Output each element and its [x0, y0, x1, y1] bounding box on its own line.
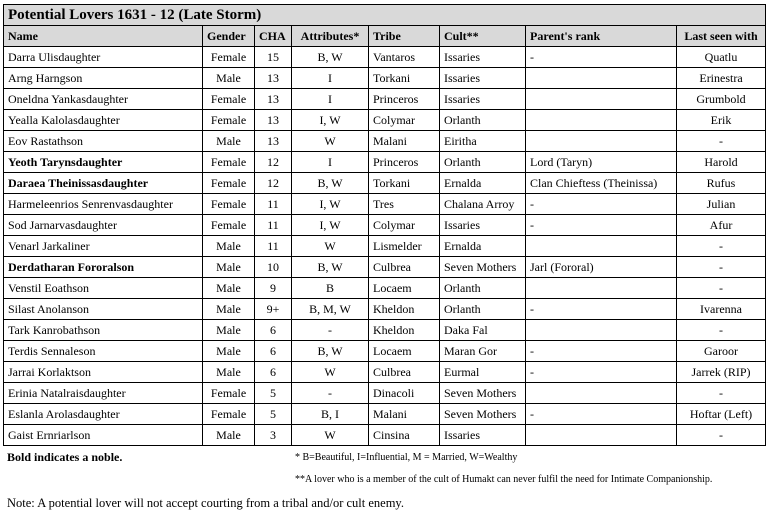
cell-name: Terdis Sennaleson [4, 341, 203, 362]
cell-cult: Seven Mothers [440, 404, 526, 425]
cell-attributes: B, M, W [292, 299, 369, 320]
cell-gender: Female [203, 89, 255, 110]
cell-tribe: Malani [369, 131, 440, 152]
cell-cult: Issaries [440, 425, 526, 446]
cell-last-seen: - [677, 278, 766, 299]
table-row [4, 278, 766, 299]
cell-cha: 5 [255, 383, 292, 404]
noble-legend: Bold indicates a noble. [7, 450, 123, 464]
cell-last-seen: Quatlu [677, 47, 766, 68]
cell-tribe: Malani [369, 404, 440, 425]
cell-gender: Male [203, 320, 255, 341]
col-header-tribe: Tribe [369, 26, 440, 47]
cell-name: Yealla Kalolasdaughter [4, 110, 203, 131]
table-row [4, 194, 766, 215]
cell-cult: Issaries [440, 47, 526, 68]
cell-parent-rank: - [526, 299, 677, 320]
col-header-last-seen: Last seen with [677, 26, 766, 47]
cell-tribe: Culbrea [369, 257, 440, 278]
cell-last-seen: - [677, 131, 766, 152]
cell-name: Derdatharan Fororalson [4, 257, 203, 278]
col-header-parent-rank: Parent's rank [526, 26, 677, 47]
cell-last-seen: Harold [677, 152, 766, 173]
cell-last-seen: Rufus [677, 173, 766, 194]
cell-tribe: Kheldon [369, 299, 440, 320]
col-header-cha: CHA [255, 26, 292, 47]
cell-cha: 10 [255, 257, 292, 278]
cell-name: Daraea Theinissasdaughter [4, 173, 203, 194]
table-title: Potential Lovers 1631 - 12 (Late Storm) [4, 5, 766, 26]
cell-tribe: Vantaros [369, 47, 440, 68]
cell-attributes: I [292, 89, 369, 110]
cell-cha: 11 [255, 215, 292, 236]
cell-tribe: Princeros [369, 89, 440, 110]
table-row [4, 383, 766, 404]
cell-cha: 13 [255, 89, 292, 110]
cell-name: Venstil Eoathson [4, 278, 203, 299]
cell-gender: Female [203, 110, 255, 131]
cell-attributes: W [292, 236, 369, 257]
cell-gender: Female [203, 404, 255, 425]
cell-gender: Female [203, 215, 255, 236]
cell-cha: 9+ [255, 299, 292, 320]
cell-tribe: Culbrea [369, 362, 440, 383]
cell-cha: 13 [255, 110, 292, 131]
cell-gender: Male [203, 425, 255, 446]
cell-name: Tark Kanrobathson [4, 320, 203, 341]
attributes-footnote: * B=Beautiful, I=Influential, M = Married, W=Wealthy [295, 452, 518, 463]
cell-parent-rank [526, 236, 677, 257]
cell-last-seen: Garoor [677, 341, 766, 362]
cell-cha: 11 [255, 236, 292, 257]
cell-name: Gaist Ernriarlson [4, 425, 203, 446]
cell-name: Erinia Natalraisdaughter [4, 383, 203, 404]
cell-parent-rank: - [526, 47, 677, 68]
cell-cult: Maran Gor [440, 341, 526, 362]
cell-last-seen: - [677, 257, 766, 278]
col-header-gender: Gender [203, 26, 255, 47]
cell-attributes: B, W [292, 257, 369, 278]
table-row [4, 173, 766, 194]
cell-attributes: I, W [292, 215, 369, 236]
cell-parent-rank [526, 110, 677, 131]
lovers-table [3, 4, 766, 446]
cell-last-seen: Ivarenna [677, 299, 766, 320]
cell-last-seen: Grumbold [677, 89, 766, 110]
cell-name: Yeoth Tarynsdaughter [4, 152, 203, 173]
title-row [4, 5, 766, 26]
cell-attributes: - [292, 383, 369, 404]
cell-tribe: Torkani [369, 173, 440, 194]
cell-attributes: W [292, 362, 369, 383]
table-row [4, 299, 766, 320]
cell-parent-rank: Lord (Taryn) [526, 152, 677, 173]
cell-cult: Seven Mothers [440, 383, 526, 404]
cell-attributes: B, W [292, 173, 369, 194]
cell-last-seen: - [677, 425, 766, 446]
table-row [4, 362, 766, 383]
cell-gender: Female [203, 173, 255, 194]
cell-last-seen: Julian [677, 194, 766, 215]
cell-gender: Male [203, 257, 255, 278]
cell-cult: Ernalda [440, 173, 526, 194]
cell-tribe: Lismelder [369, 236, 440, 257]
cell-cult: Issaries [440, 89, 526, 110]
cell-name: Harmeleenrios Senrenvasdaughter [4, 194, 203, 215]
cell-parent-rank [526, 89, 677, 110]
table-row [4, 320, 766, 341]
cell-cha: 12 [255, 173, 292, 194]
cell-cult: Issaries [440, 68, 526, 89]
cell-cult: Daka Fal [440, 320, 526, 341]
cell-name: Venarl Jarkaliner [4, 236, 203, 257]
table-row [4, 131, 766, 152]
cell-cha: 12 [255, 152, 292, 173]
cell-gender: Male [203, 236, 255, 257]
table-row [4, 110, 766, 131]
table-row [4, 236, 766, 257]
cell-last-seen: - [677, 320, 766, 341]
cell-name: Darra Ulisdaughter [4, 47, 203, 68]
cell-tribe: Locaem [369, 341, 440, 362]
cell-attributes: I, W [292, 110, 369, 131]
cell-cult: Orlanth [440, 110, 526, 131]
cell-gender: Female [203, 152, 255, 173]
cell-parent-rank: - [526, 341, 677, 362]
cell-parent-rank: Jarl (Fororal) [526, 257, 677, 278]
cell-gender: Female [203, 383, 255, 404]
cell-parent-rank: Clan Chieftess (Theinissa) [526, 173, 677, 194]
cell-name: Oneldna Yankasdaughter [4, 89, 203, 110]
cell-cult: Chalana Arroy [440, 194, 526, 215]
cell-tribe: Princeros [369, 152, 440, 173]
cell-cult: Orlanth [440, 152, 526, 173]
cell-gender: Male [203, 278, 255, 299]
table-row [4, 341, 766, 362]
cell-cult: Orlanth [440, 278, 526, 299]
cell-name: Jarrai Korlaktson [4, 362, 203, 383]
cell-gender: Male [203, 68, 255, 89]
cell-name: Arng Harngson [4, 68, 203, 89]
cell-cult: Eiritha [440, 131, 526, 152]
cell-last-seen: - [677, 383, 766, 404]
cell-tribe: Dinacoli [369, 383, 440, 404]
col-header-cult: Cult** [440, 26, 526, 47]
cell-last-seen: - [677, 236, 766, 257]
cell-last-seen: Jarrek (RIP) [677, 362, 766, 383]
cell-gender: Male [203, 299, 255, 320]
cell-gender: Female [203, 47, 255, 68]
cell-attributes: I [292, 152, 369, 173]
cell-tribe: Torkani [369, 68, 440, 89]
table-row [4, 89, 766, 110]
table-row [4, 215, 766, 236]
cell-cha: 6 [255, 341, 292, 362]
cell-cha: 13 [255, 68, 292, 89]
cell-attributes: W [292, 425, 369, 446]
cell-parent-rank [526, 425, 677, 446]
cell-parent-rank [526, 320, 677, 341]
cell-gender: Male [203, 341, 255, 362]
cell-last-seen: Hoftar (Left) [677, 404, 766, 425]
table-row [4, 152, 766, 173]
cell-last-seen: Erik [677, 110, 766, 131]
cell-parent-rank: - [526, 194, 677, 215]
cell-attributes: I, W [292, 194, 369, 215]
table-row [4, 425, 766, 446]
cell-parent-rank [526, 68, 677, 89]
cell-cha: 11 [255, 194, 292, 215]
cell-tribe: Colymar [369, 110, 440, 131]
cell-cha: 9 [255, 278, 292, 299]
cell-tribe: Cinsina [369, 425, 440, 446]
cell-parent-rank: - [526, 215, 677, 236]
cell-tribe: Tres [369, 194, 440, 215]
cell-tribe: Kheldon [369, 320, 440, 341]
courting-note: Note: A potential lover will not accept courting from a tribal and/or cult enemy. [7, 496, 404, 510]
cell-attributes: B, W [292, 47, 369, 68]
table-row [4, 47, 766, 68]
header-row [4, 26, 766, 47]
cell-cha: 3 [255, 425, 292, 446]
footer [3, 446, 765, 516]
table-row [4, 257, 766, 278]
cell-cha: 6 [255, 362, 292, 383]
cell-cult: Eurmal [440, 362, 526, 383]
table-row [4, 68, 766, 89]
cell-last-seen: Erinestra [677, 68, 766, 89]
table-body [4, 47, 766, 446]
cell-attributes: B, I [292, 404, 369, 425]
cell-cha: 13 [255, 131, 292, 152]
cell-gender: Male [203, 362, 255, 383]
cell-attributes: B, W [292, 341, 369, 362]
cell-name: Eslanla Arolasdaughter [4, 404, 203, 425]
cell-cult: Seven Mothers [440, 257, 526, 278]
table-row [4, 404, 766, 425]
cell-name: Eov Rastathson [4, 131, 203, 152]
lovers-document [3, 4, 765, 516]
cell-tribe: Locaem [369, 278, 440, 299]
col-header-name: Name [4, 26, 203, 47]
cell-gender: Male [203, 131, 255, 152]
cell-cha: 5 [255, 404, 292, 425]
cell-cult: Orlanth [440, 299, 526, 320]
cell-parent-rank: - [526, 362, 677, 383]
cell-attributes: I [292, 68, 369, 89]
cell-attributes: - [292, 320, 369, 341]
cult-footnote: **A lover who is a member of the cult of Humakt can never fulfil the need for Intimate Companionship. [295, 474, 713, 485]
cell-last-seen: Afur [677, 215, 766, 236]
cell-cult: Issaries [440, 215, 526, 236]
cell-parent-rank [526, 131, 677, 152]
cell-name: Silast Anolanson [4, 299, 203, 320]
cell-parent-rank [526, 278, 677, 299]
cell-parent-rank: - [526, 404, 677, 425]
cell-attributes: B [292, 278, 369, 299]
cell-tribe: Colymar [369, 215, 440, 236]
cell-cha: 6 [255, 320, 292, 341]
cell-cha: 15 [255, 47, 292, 68]
cell-attributes: W [292, 131, 369, 152]
cell-cult: Ernalda [440, 236, 526, 257]
cell-name: Sod Jarnarvasdaughter [4, 215, 203, 236]
cell-parent-rank [526, 383, 677, 404]
cell-gender: Female [203, 194, 255, 215]
col-header-attributes: Attributes* [292, 26, 369, 47]
